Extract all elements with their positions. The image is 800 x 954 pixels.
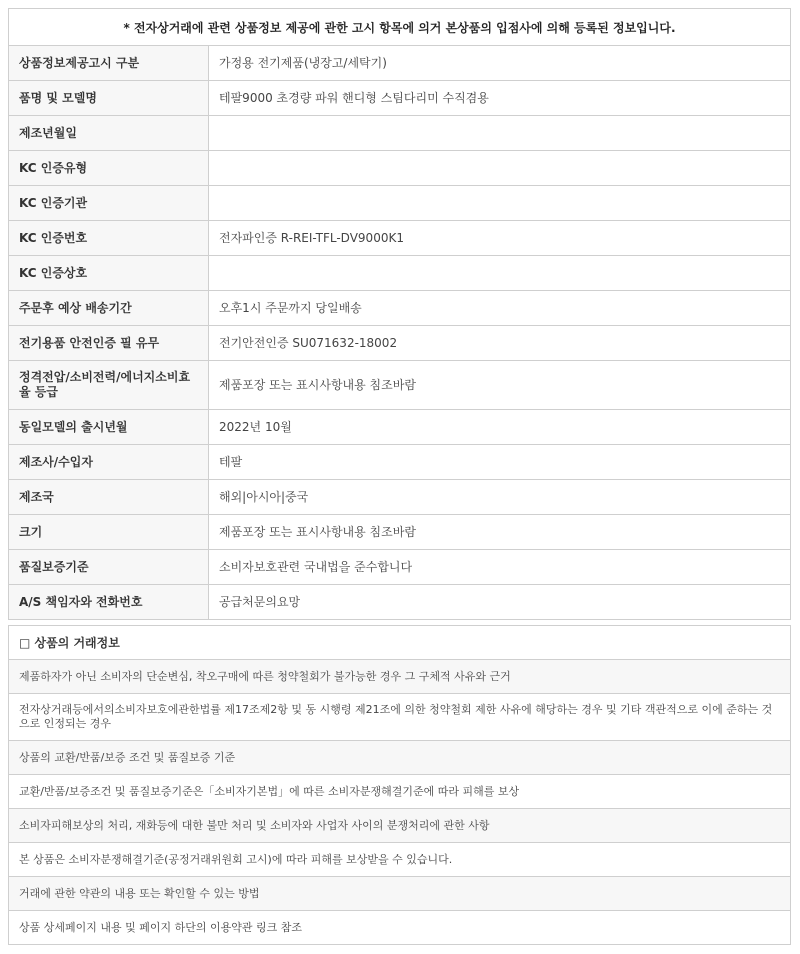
trade-question: 소비자피해보상의 처리, 재화등에 대한 불만 처리 및 소비자와 사업자 사이의 분쟁처리에 관한 사항	[9, 809, 790, 843]
info-row	[9, 116, 791, 151]
info-row	[9, 326, 791, 361]
info-value: 제품포장 또는 표시사항내용 침조바람	[209, 361, 791, 410]
info-value: 소비자보호관련 국내법을 준수합니다	[209, 550, 791, 585]
info-value: 공급처문의요망	[209, 585, 791, 620]
info-label: 상품정보제공고시 구분	[9, 46, 209, 81]
product-info-table	[8, 45, 791, 620]
info-label: 정격전압/소비전력/에너지소비효율 등급	[9, 361, 209, 410]
info-row	[9, 291, 791, 326]
info-label: 제조국	[9, 480, 209, 515]
trade-question: 거래에 관한 약관의 내용 또는 확인할 수 있는 방법	[9, 877, 790, 911]
trade-info-section	[8, 625, 791, 945]
info-value	[209, 151, 791, 186]
info-row	[9, 221, 791, 256]
info-label: 주문후 예상 배송기간	[9, 291, 209, 326]
trade-info-title: □ 상품의 거래정보	[9, 626, 790, 660]
info-label: 동일모델의 출시년월	[9, 410, 209, 445]
info-value: 2022년 10월	[209, 410, 791, 445]
info-row	[9, 515, 791, 550]
info-value: 제품포장 또는 표시사항내용 침조바람	[209, 515, 791, 550]
info-label: 품질보증기준	[9, 550, 209, 585]
info-label: 크기	[9, 515, 209, 550]
info-row	[9, 445, 791, 480]
trade-question: 제품하자가 아닌 소비자의 단순변심, 착오구매에 따른 청약철회가 불가능한 경우 그 구체적 사유와 근거	[9, 660, 790, 694]
product-info-rows	[9, 46, 791, 620]
info-value: 전기안전인증 SU071632-18002	[209, 326, 791, 361]
trade-question: 상품의 교환/반품/보증 조건 및 품질보증 기준	[9, 741, 790, 775]
info-row	[9, 151, 791, 186]
info-value: 오후1시 주문까지 당일배송	[209, 291, 791, 326]
info-label: 품명 및 모델명	[9, 81, 209, 116]
trade-answer: 전자상거래등에서의소비자보호에관한법률 제17조제2항 및 동 시행령 제21조에 의한 청약철회 제한 사유에 해당하는 경우 및 기타 객관적으로 이에 준하는 것으로 인정되는 경우	[9, 694, 790, 741]
info-row	[9, 361, 791, 410]
info-label: KC 인증번호	[9, 221, 209, 256]
info-value: 테팔	[209, 445, 791, 480]
trade-answer: 상품 상세페이지 내용 및 페이지 하단의 이용약관 링크 참조	[9, 911, 790, 945]
trade-info-rows	[9, 660, 790, 945]
info-row	[9, 186, 791, 221]
info-label: 전기용품 안전인증 필 유무	[9, 326, 209, 361]
trade-answer: 교환/반품/보증조건 및 품질보증기준은「소비자기본법」에 따른 소비자분쟁해결기준에 따라 피해를 보상	[9, 775, 790, 809]
info-label: KC 인증유형	[9, 151, 209, 186]
info-row	[9, 585, 791, 620]
info-row	[9, 256, 791, 291]
info-label: KC 인증기관	[9, 186, 209, 221]
notice-banner: * 전자상거래에 관련 상품정보 제공에 관한 고시 항목에 의거 본상품의 입점사에 의해 등록된 정보입니다.	[8, 8, 791, 46]
info-value: 해외|아시아|중국	[209, 480, 791, 515]
info-row	[9, 550, 791, 585]
info-value: 가정용 전기제품(냉장고/세탁기)	[209, 46, 791, 81]
trade-answer: 본 상품은 소비자분쟁해결기준(공정거래위원회 고시)에 따라 피해를 보상받을 수 있습니다.	[9, 843, 790, 877]
info-row	[9, 410, 791, 445]
info-value	[209, 116, 791, 151]
info-row	[9, 81, 791, 116]
info-label: 제조사/수입자	[9, 445, 209, 480]
info-value	[209, 256, 791, 291]
info-row	[9, 480, 791, 515]
info-label: KC 인증상호	[9, 256, 209, 291]
info-value: 전자파인증 R-REI-TFL-DV9000K1	[209, 221, 791, 256]
info-label: A/S 책임자와 전화번호	[9, 585, 209, 620]
info-label: 제조년월일	[9, 116, 209, 151]
info-value: 테팔9000 초경량 파워 핸디형 스팀다리미 수직겸용	[209, 81, 791, 116]
info-value	[209, 186, 791, 221]
info-row	[9, 46, 791, 81]
